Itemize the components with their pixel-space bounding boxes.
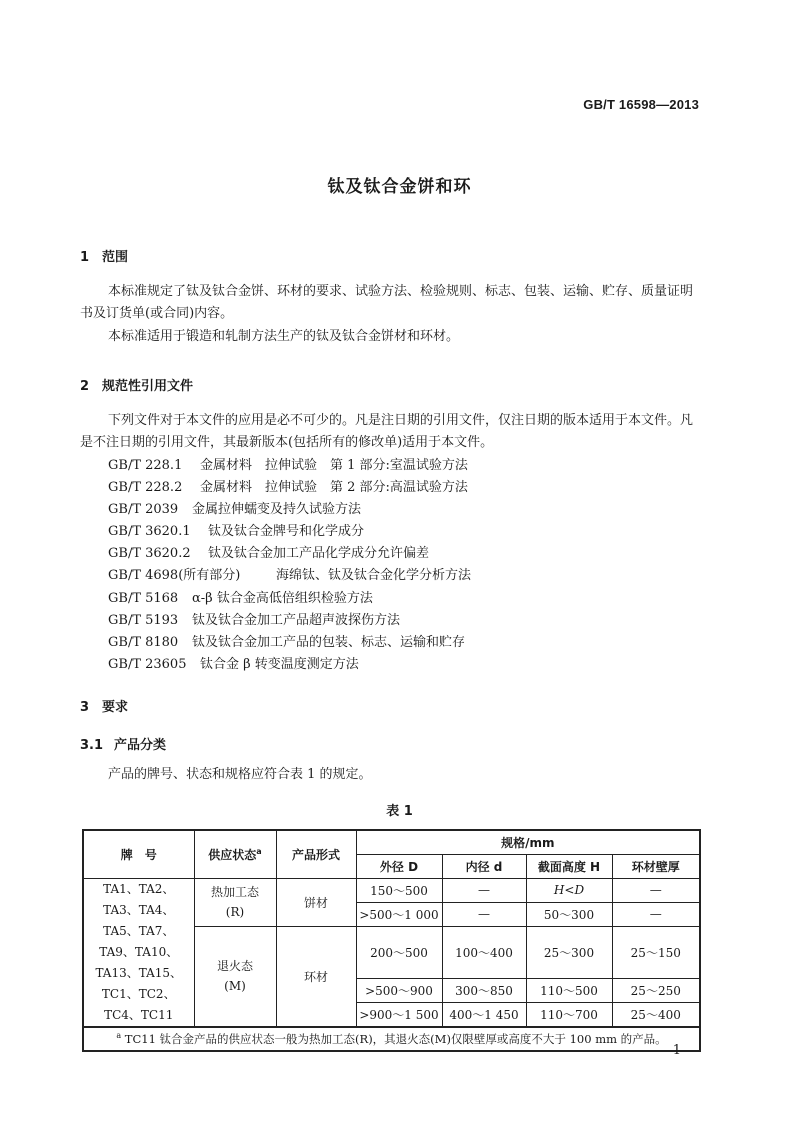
- reference-title: 钛及钛合金加工产品超声波探伤方法: [192, 612, 401, 628]
- footnote-text: TC11 钛合金产品的供应状态一般为热加工态(R)，其退火态(M)仅限壁厚或高度不大于 100 mm 的产品。: [124, 1031, 667, 1046]
- reference-item: [108, 588, 471, 610]
- paragraph-references-intro: [80, 410, 700, 454]
- footnote-mark: a: [116, 1030, 122, 1040]
- reference-title: 金属材料 拉伸试验 第 2 部分:高温试验方法: [200, 480, 468, 496]
- paragraph-text: 本标准适用于锻造和轧制方法生产的钛及钛合金饼材和环材。: [108, 329, 460, 344]
- cell-od: >900～1 500: [356, 1003, 442, 1027]
- reference-item: [108, 543, 471, 565]
- table-caption: 表 1: [386, 804, 413, 819]
- section-heading-requirements: [80, 696, 128, 715]
- state-code: (R): [225, 905, 245, 919]
- reference-code: GB/T 5193: [108, 612, 179, 628]
- header-wall-thickness: 环材壁厚: [612, 854, 700, 878]
- cell-od: 200～500: [356, 926, 442, 979]
- reference-title: 钛及钛合金加工产品化学成分允许偏差: [208, 546, 430, 562]
- paragraph-text: 本标准规定了钛及钛合金饼、环材的要求、试验方法、检验规则、标志、包装、运输、贮存、质量证明书及订货单(或合同)内容。: [80, 284, 694, 321]
- paragraph-scope-1: [80, 281, 700, 325]
- reference-code: GB/T 2039: [108, 502, 179, 518]
- document-title: 钛及钛合金饼和环: [327, 177, 472, 197]
- reference-item: [108, 477, 471, 499]
- cell-height: 25～300: [526, 926, 612, 979]
- header-product-form: 产品形式: [276, 830, 356, 878]
- reference-code: GB/T 8180: [108, 634, 179, 650]
- cell-wall: 25～400: [612, 1003, 700, 1027]
- section-number: 3.1: [80, 738, 104, 753]
- paragraph-classification: [80, 764, 700, 786]
- section-title: 范围: [102, 250, 129, 265]
- reference-code: GB/T 4698(所有部分): [108, 568, 241, 584]
- cell-height: 110～700: [526, 1003, 612, 1027]
- cell-od: >500～900: [356, 979, 442, 1003]
- cell-wall: —: [612, 902, 700, 926]
- header-grade: 牌 号: [83, 830, 194, 878]
- section-title: 产品分类: [114, 738, 167, 753]
- state-code: (M): [224, 979, 246, 993]
- section-title: 要求: [102, 700, 129, 715]
- section-title: 规范性引用文件: [102, 379, 194, 394]
- cell-wall: 25～150: [612, 926, 700, 979]
- reference-list: [108, 455, 471, 676]
- reference-title: 海绵钛、钛及钛合金化学分析方法: [276, 568, 472, 584]
- cell-id: —: [442, 878, 526, 902]
- header-outer-diameter: 外径 D: [356, 854, 442, 878]
- reference-item: [108, 610, 471, 632]
- reference-title: 钛及钛合金加工产品的包装、标志、运输和贮存: [192, 634, 466, 650]
- reference-code: GB/T 3620.2: [108, 546, 191, 562]
- header-section-height: 截面高度 H: [526, 854, 612, 878]
- cell-od: 150～500: [356, 878, 442, 902]
- reference-code: GB/T 23605: [108, 656, 187, 672]
- spec-table: [82, 829, 701, 1052]
- cell-od: >500～1 000: [356, 902, 442, 926]
- section-number: 2: [80, 379, 90, 394]
- section-number: 3: [80, 700, 90, 715]
- reference-code: GB/T 3620.1: [108, 524, 191, 540]
- page-number: 1: [672, 1043, 681, 1058]
- cell-state-hot: [194, 878, 276, 926]
- cell-wall: 25～250: [612, 979, 700, 1003]
- cell-height: 110～500: [526, 979, 612, 1003]
- header-text: 供应状态: [208, 847, 257, 862]
- reference-title: 金属材料 拉伸试验 第 1 部分:室温试验方法: [200, 458, 468, 473]
- reference-code: GB/T 5168: [108, 590, 179, 606]
- reference-title: 钛及钛合金牌号和化学成分: [208, 524, 365, 540]
- standard-number: GB/T 16598—2013: [583, 97, 699, 112]
- cell-id: —: [442, 902, 526, 926]
- cell-wall: —: [612, 878, 700, 902]
- reference-item: [108, 565, 471, 587]
- section-heading-references: [80, 375, 193, 394]
- paragraph-text: 产品的牌号、状态和规格应符合表 1 的规定。: [108, 767, 372, 782]
- section-heading-scope: [80, 246, 128, 265]
- cell-grades: TA1、TA2、TA3、TA4、TA5、TA7、TA9、TA10、TA13、TA15、TC1、TC2、TC4、TC11: [83, 878, 194, 1027]
- reference-title: 钛合金 β 转变温度测定方法: [200, 656, 359, 672]
- reference-item: [108, 499, 471, 521]
- reference-code: GB/T 228.1: [108, 458, 183, 473]
- state-name: 退火态: [216, 959, 253, 973]
- header-supply-state: [194, 830, 276, 878]
- cell-form-disc: 饼材: [276, 878, 356, 926]
- reference-item: [108, 455, 471, 477]
- header-spec: 规格/mm: [356, 830, 700, 854]
- footnote-mark: a: [256, 846, 262, 856]
- reference-title: 金属拉伸蠕变及持久试验方法: [192, 502, 362, 518]
- cell-state-anneal: [194, 926, 276, 1027]
- paragraph-scope-2: [80, 326, 700, 348]
- cell-id: 400～1 450: [442, 1003, 526, 1027]
- cell-id: 100～400: [442, 926, 526, 979]
- cell-form-ring: 环材: [276, 926, 356, 1027]
- cell-height: 50～300: [526, 902, 612, 926]
- cell-height: H<D: [526, 878, 612, 902]
- reference-title: α-β 钛合金高低倍组织检验方法: [192, 590, 373, 606]
- state-name: 热加工态: [210, 885, 259, 899]
- header-inner-diameter: 内径 d: [442, 854, 526, 878]
- table-footnote: [83, 1027, 700, 1051]
- paragraph-text: 下列文件对于本文件的应用是必不可少的。凡是注日期的引用文件，仅注日期的版本适用于本文件。凡是不注日期的引用文件，其最新版本(包括所有的修改单)适用于本文件。: [80, 413, 694, 450]
- subsection-heading-classification: [80, 734, 166, 753]
- section-number: 1: [80, 250, 90, 265]
- reference-item: [108, 521, 471, 543]
- reference-item: [108, 632, 471, 654]
- cell-id: 300～850: [442, 979, 526, 1003]
- reference-item: [108, 654, 471, 676]
- reference-code: GB/T 228.2: [108, 480, 183, 496]
